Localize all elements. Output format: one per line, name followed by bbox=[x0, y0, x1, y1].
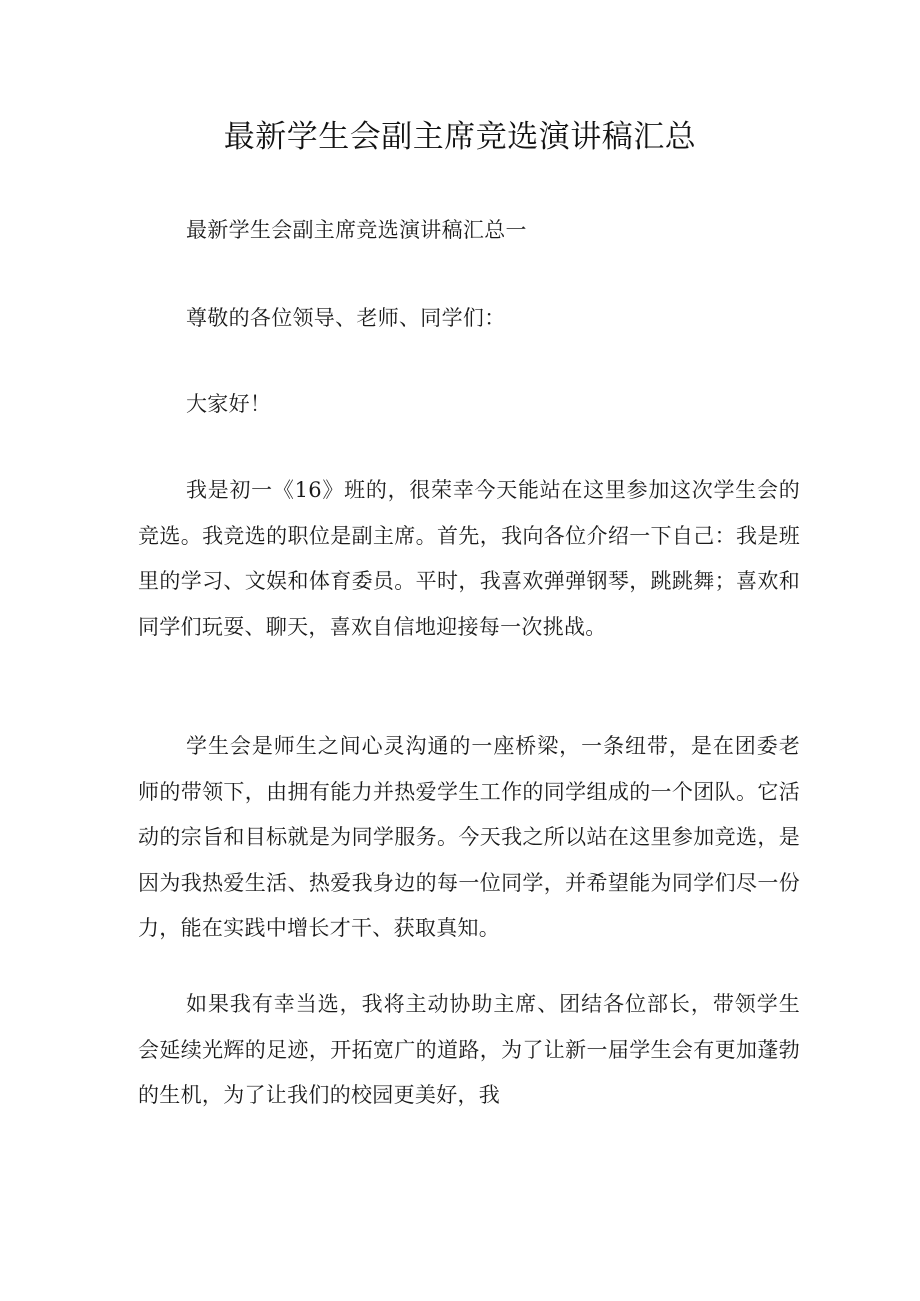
introduction-paragraph: 我是初一《16》班的，很荣幸今天能站在这里参加这次学生会的竞选。我竞选的职位是副主席。首先，我向各位介绍一下自己：我是班里的学习、文娱和体育委员。平时，我喜欢弹弹钢琴，跳跳舞；喜欢和同学们玩耍、聊天，喜欢自信地迎接每一次挑战。 bbox=[138, 478, 800, 639]
greeting-paragraph: 大家好！ bbox=[186, 392, 272, 416]
pledge-paragraph: 如果我有幸当选，我将主动协助主席、团结各位部长，带领学生会延续光辉的足迹，开拓宽广的道路，为了让新一届学生会有更加蓬勃的生机，为了让我们的校园更美好，我 bbox=[138, 992, 800, 1108]
salutation-paragraph: 尊敬的各位领导、老师、同学们： bbox=[186, 306, 506, 330]
section-heading-paragraph: 最新学生会副主席竞选演讲稿汇总一 bbox=[186, 218, 527, 242]
document-title: 最新学生会副主席竞选演讲稿汇总 bbox=[223, 119, 697, 155]
motivation-paragraph: 学生会是师生之间心灵沟通的一座桥梁，一条纽带，是在团委老师的带领下，由拥有能力并热爱学生工作的同学组成的一个团队。它活动的宗旨和目标就是为同学服务。今天我之所以站在这里参加竞选，是因为我热爱生活、热爱我身边的每一位同学，并希望能为同学们尽一份力，能在实践中增长才干、获取真知。 bbox=[138, 734, 800, 941]
